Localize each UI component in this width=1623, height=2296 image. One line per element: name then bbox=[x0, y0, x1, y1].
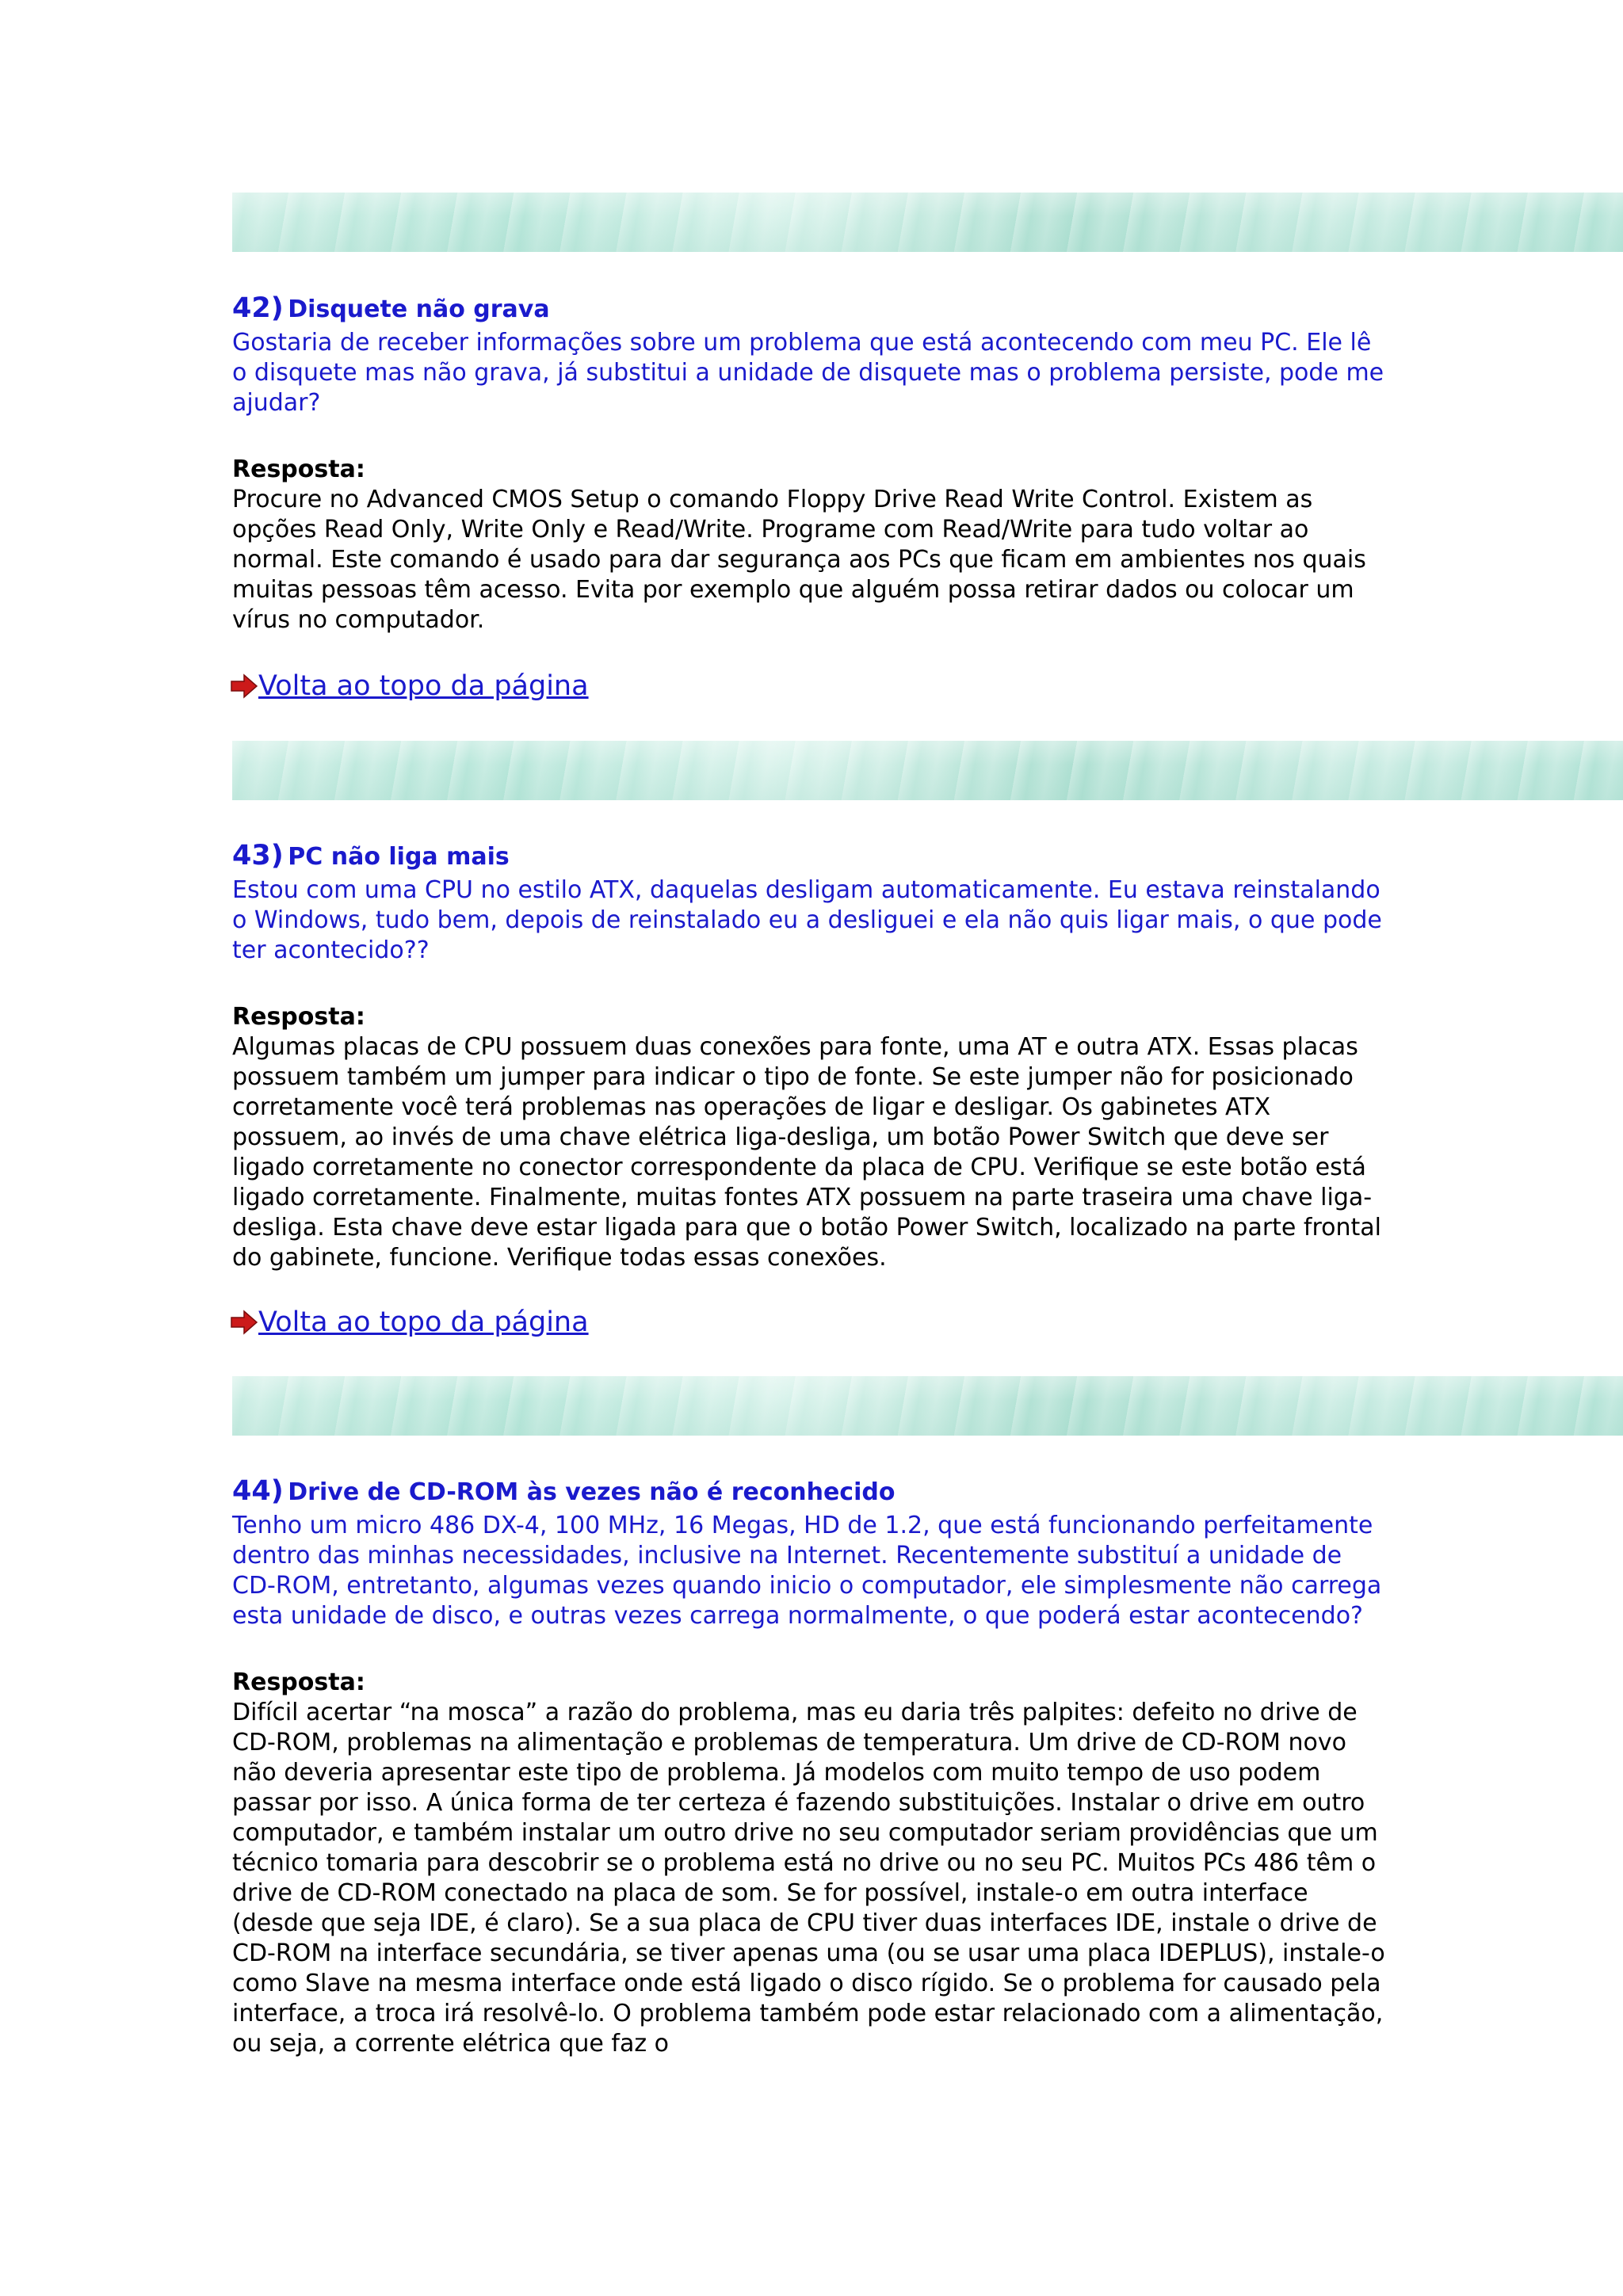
response-label: Resposta: bbox=[232, 456, 365, 483]
back-to-top-link-text[interactable]: Volta ao topo da página bbox=[258, 1306, 589, 1338]
question-heading bbox=[232, 841, 1389, 875]
question-text: Gostaria de receber informações sobre um problema que está acontecendo com meu PC. Ele lê o disquete mas não grava, já substitui a unidade de disquete mas o problema persiste, pode me ajudar? bbox=[232, 329, 1384, 417]
question-title: Disquete não grava bbox=[288, 296, 550, 323]
question-text: Estou com uma CPU no estilo ATX, daquelas desligam automaticamente. Eu estava reinstalando o Windows, tudo bem, depois de reinstalado eu a desliguei e ela não quis ligar mais, o que pode ter acontecido?? bbox=[232, 876, 1382, 964]
question-text: Tenho um micro 486 DX-4, 100 MHz, 16 Megas, HD de 1.2, que está funcionando perfeitamente dentro das minhas necessidades, inclusive na Internet. Recentemente substituí a unidade de CD-ROM, entretanto, algumas vezes quando inicio o computador, ele simplesmente não carrega esta unidade de disco, e outras vezes carrega normalmente, o que poderá estar acontecendo? bbox=[232, 1512, 1382, 1630]
section-divider-banner bbox=[232, 193, 1623, 252]
faq-section-42 bbox=[232, 293, 1389, 635]
section-divider-banner bbox=[232, 741, 1623, 800]
response-label: Resposta: bbox=[232, 1669, 365, 1696]
back-to-top-link-43[interactable] bbox=[230, 1304, 589, 1341]
back-to-top-link-text[interactable]: Volta ao topo da página bbox=[258, 670, 589, 702]
red-arrow-icon bbox=[230, 673, 258, 699]
question-number: 42) bbox=[232, 292, 284, 324]
faq-section-43 bbox=[232, 841, 1389, 1273]
back-to-top-link-42[interactable] bbox=[230, 668, 589, 704]
question-number: 43) bbox=[232, 840, 284, 871]
answer-text: Algumas placas de CPU possuem duas conexões para fonte, uma AT e outra ATX. Essas placas possuem também um jumper para indicar o tipo de fonte. Se este jumper não for posicionado corretamente você terá problemas nas operações de ligar e desligar. Os gabinetes ATX possuem, ao invés de uma chave elétrica liga-desliga, um botão Power Switch que deve ser ligado corretamente no conector correspondente da placa de CPU. Verifique se este botão está ligado corretamente. Finalmente, muitas fontes ATX possuem na parte traseira uma chave liga-desliga. Esta chave deve estar ligada para que o botão Power Switch, localizado na parte frontal do gabinete, funcione. Verifique todas essas conexões. bbox=[232, 1033, 1382, 1272]
question-title: Drive de CD-ROM às vezes não é reconhecido bbox=[288, 1478, 896, 1506]
answer-text: Difícil acertar “na mosca” a razão do problema, mas eu daria três palpites: defeito no drive de CD-ROM, problemas na alimentação e problemas de temperatura. Um drive de CD-ROM novo não deveria apresentar este tipo de problema. Já modelos com muito tempo de uso podem passar por isso. A única forma de ter certeza é fazendo substituições. Instalar o drive em outro computador, e também instalar um outro drive no seu computador seriam providências que um técnico tomaria para descobrir se o problema está no drive ou no seu PC. Muitos PCs 486 têm o drive de CD-ROM conectado na placa de som. Se for possível, instale-o em outra interface (desde que seja IDE, é claro). Se a sua placa de CPU tiver duas interfaces IDE, instale o drive de CD-ROM na interface secundária, se tiver apenas uma (ou se usar uma placa IDEPLUS), instale-o como Slave na mesma interface onde está ligado o disco rígido. Se o problema for causado pela interface, a troca irá resolvê-lo. O problema também pode estar relacionado com a alimentação, ou seja, a corrente elétrica que faz o bbox=[232, 1699, 1385, 2058]
section-divider-banner bbox=[232, 1376, 1623, 1436]
response-label: Resposta: bbox=[232, 1003, 365, 1031]
answer-text: Procure no Advanced CMOS Setup o comando Floppy Drive Read Write Control. Existem as opções Read Only, Write Only e Read/Write. Programe com Read/Write para tudo voltar ao normal. Este comando é usado para dar segurança aos PCs que ficam em ambientes nos quais muitas pessoas têm acesso. Evita por exemplo que alguém possa retirar dados ou colocar um vírus no computador. bbox=[232, 486, 1366, 634]
question-heading bbox=[232, 293, 1389, 328]
faq-section-44 bbox=[232, 1476, 1389, 2059]
red-arrow-icon bbox=[230, 1310, 258, 1335]
question-heading bbox=[232, 1476, 1389, 1511]
question-number: 44) bbox=[232, 1475, 284, 1507]
question-title: PC não liga mais bbox=[288, 843, 510, 871]
